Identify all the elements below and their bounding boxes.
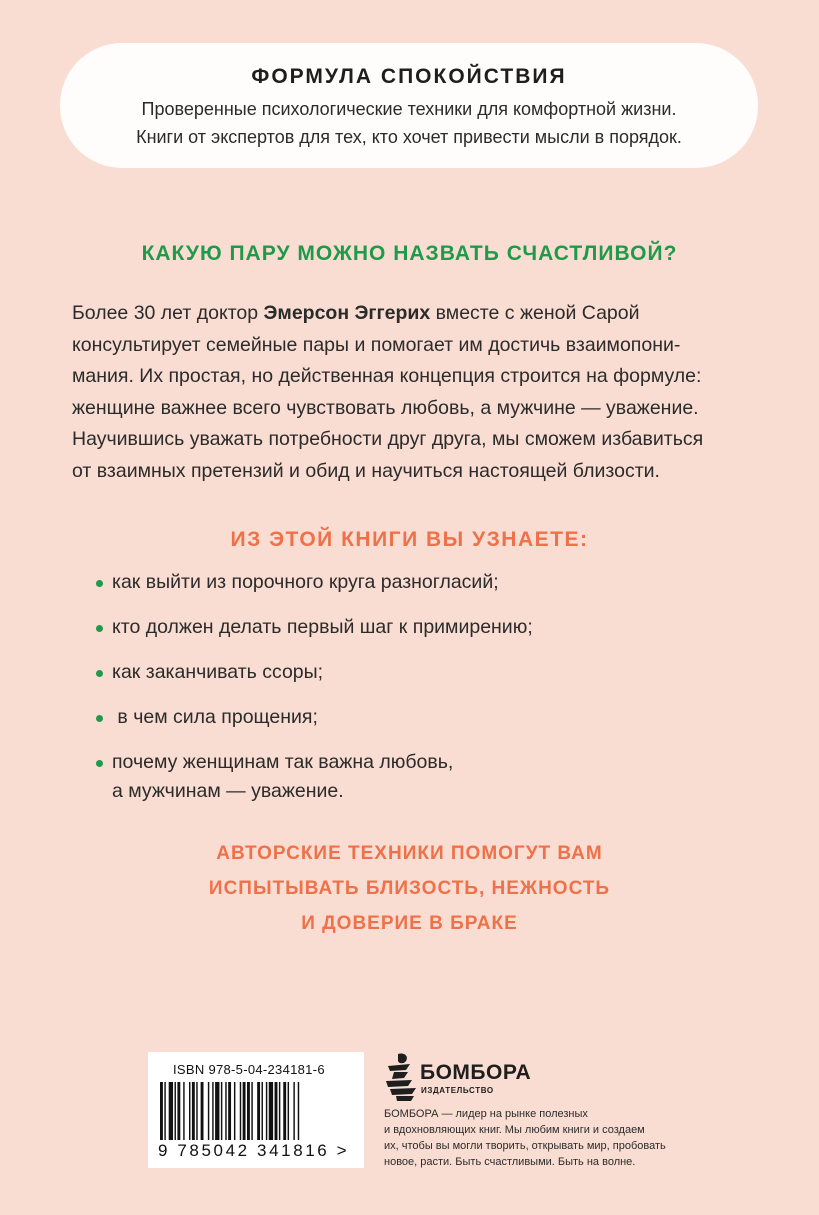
description-line-3: мания. Их простая, но действенная концепция строится на формуле: — [72, 365, 702, 388]
barcode-bar — [189, 1082, 190, 1140]
bullet-dot-icon — [96, 760, 103, 767]
barcode-bar — [215, 1082, 219, 1140]
list-item: кто должен делать первый шаг к примирению; — [96, 613, 776, 642]
series-line-1: Проверенные психологические техники для комфортной жизни. — [141, 99, 677, 119]
author-name: Эмерсон Эггерих — [263, 302, 431, 324]
barcode-bar — [279, 1082, 280, 1140]
barcode-bar — [228, 1082, 231, 1140]
bullet-list — [96, 568, 776, 822]
description-line-2: консультирует семейные пары и помогает им достичь взаимопони- — [72, 333, 681, 356]
barcode-bar — [212, 1082, 213, 1140]
barcode-bar — [183, 1082, 184, 1140]
description-paragraph — [72, 298, 762, 488]
barcode-bar — [293, 1082, 294, 1140]
barcode-panel — [148, 1052, 364, 1168]
barcode-bar — [192, 1082, 195, 1140]
closing-statement — [0, 836, 819, 941]
barcode-bar — [275, 1082, 278, 1140]
barcode-icon — [158, 1082, 354, 1140]
publisher-name: БОМБОРА — [420, 1061, 532, 1084]
barcode-bar — [175, 1082, 176, 1140]
list-item-continuation: а мужчинам — уважение. — [112, 780, 344, 802]
bullet-dot-icon — [96, 625, 103, 632]
barcode-bar — [160, 1082, 163, 1140]
closing-line-2: ИСПЫТЫВАТЬ БЛИЗОСТЬ, НЕЖНОСТЬ — [208, 878, 611, 899]
isbn-number: ISBN 978-5-04-234181-6 — [173, 1062, 325, 1077]
barcode-bar — [262, 1082, 263, 1140]
series-line-2: Книги от экспертов для тех, кто хочет привести мысли в порядок. — [136, 127, 682, 147]
closing-line-3: И ДОВЕРИЕ В БРАКЕ — [301, 913, 518, 934]
bullet-dot-icon — [96, 580, 103, 587]
barcode-bar — [208, 1082, 209, 1140]
barcode-bar — [298, 1082, 299, 1140]
barcode-bar — [196, 1082, 197, 1140]
publisher-description: БОМБОРА — лидер на рынке полезных и вдохновляющих книг. Мы любим книги и создаем их, чтобы вы могли творить, открывать мир, пробовать новое, расти. Быть счастливыми. Быть на волне. — [384, 1108, 666, 1168]
barcode-bar — [177, 1082, 180, 1140]
list-item: почему женщинам так важна любовь, а мужчинам — уважение. — [96, 748, 776, 806]
barcode-bar — [243, 1082, 246, 1140]
publisher-subtitle: ИЗДАТЕЛЬСТВО — [421, 1086, 494, 1095]
barcode-bar — [169, 1082, 173, 1140]
barcode-bar — [283, 1082, 286, 1140]
barcode-bar — [247, 1082, 250, 1140]
series-title: ФОРМУЛА СПОКОЙСТВИЯ — [251, 65, 567, 88]
barcode-bar — [201, 1082, 204, 1140]
barcode-bar — [225, 1082, 226, 1140]
list-item: как заканчивать ссоры; — [96, 658, 776, 687]
barcode-bar — [240, 1082, 241, 1140]
description-line-5: Научившись уважать потребности друг друга, мы сможем избавиться — [72, 428, 704, 451]
learn-heading: ИЗ ЭТОЙ КНИГИ ВЫ УЗНАЕТЕ: — [230, 528, 589, 551]
list-item: в чем сила прощения; — [96, 703, 776, 732]
bullet-dot-icon — [96, 670, 103, 677]
description-line-1: Более 30 лет доктор Эмерсон Эггерих вместе с женой Сарой — [72, 302, 640, 324]
question-heading: КАКУЮ ПАРУ МОЖНО НАЗВАТЬ СЧАСТЛИВОЙ? — [141, 242, 678, 265]
barcode-bar — [266, 1082, 267, 1140]
list-item: как выйти из порочного круга разногласий; — [96, 568, 776, 597]
barcode-bar — [257, 1082, 260, 1140]
description-line-4: женщине важнее всего чувствовать любовь, а мужчине — уважение. — [72, 396, 699, 419]
bullet-dot-icon — [96, 715, 103, 722]
publisher-logo-icon — [384, 1052, 418, 1102]
barcode-bar — [164, 1082, 165, 1140]
barcode-bar — [288, 1082, 289, 1140]
series-banner — [60, 43, 758, 168]
barcode-bar — [269, 1082, 273, 1140]
closing-line-1: АВТОРСКИЕ ТЕХНИКИ ПОМОГУТ ВАМ — [216, 843, 603, 864]
barcode-bar — [234, 1082, 235, 1140]
description-line-6: от взаимных претензий и обид и научиться настоящей близости. — [72, 459, 660, 482]
barcode-bar — [251, 1082, 252, 1140]
barcode-bar — [221, 1082, 222, 1140]
barcode-digits: 9 785042 341816 > — [158, 1141, 350, 1160]
